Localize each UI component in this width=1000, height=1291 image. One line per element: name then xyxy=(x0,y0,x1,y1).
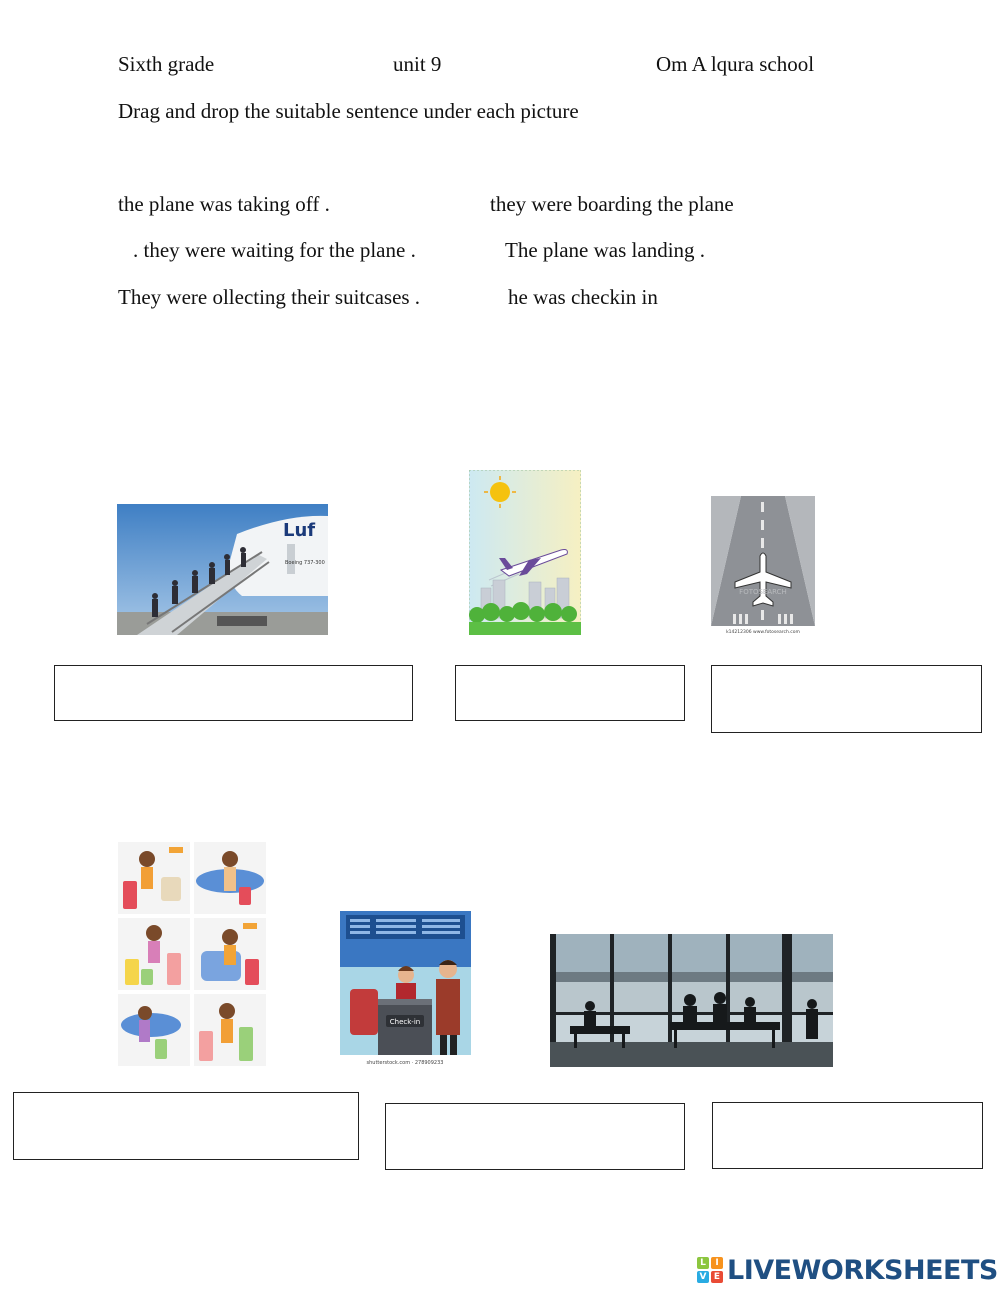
takeoff-picture xyxy=(469,470,581,635)
sentence-taking-off[interactable]: the plane was taking off . xyxy=(118,192,330,216)
logo-letter-e: E xyxy=(711,1271,723,1283)
landing-picture xyxy=(711,496,815,635)
sentence-boarding[interactable]: they were boarding the plane xyxy=(490,192,734,216)
answer-box-collecting[interactable] xyxy=(13,1092,359,1160)
fotosearch-watermark: FOTOSEARCH xyxy=(739,588,787,596)
logo-letter-l: L xyxy=(697,1257,709,1269)
answer-box-checking-in[interactable] xyxy=(385,1103,685,1170)
logo-letter-v: V xyxy=(697,1271,709,1283)
school-label: Om A lqura school xyxy=(656,52,815,76)
sentence-collecting[interactable]: They were ollecting their suitcases . xyxy=(118,285,421,309)
grade-label: Sixth grade xyxy=(118,52,215,76)
sentence-checking-in[interactable]: he was checkin in xyxy=(508,285,658,309)
sentence-waiting[interactable]: . they were waiting for the plane . xyxy=(133,238,416,262)
answer-box-waiting[interactable] xyxy=(712,1102,983,1169)
checkin-sign-text: Check-in xyxy=(389,1018,421,1026)
unit-label: unit 9 xyxy=(393,52,442,76)
airline-logo-text: Luf xyxy=(283,520,316,541)
answer-box-landing[interactable] xyxy=(711,665,982,733)
logo-mark-icon xyxy=(697,1257,723,1283)
aircraft-model-text: Boeing 737-300 xyxy=(285,560,325,566)
answer-box-takeoff[interactable] xyxy=(455,665,685,721)
logo-text: LIVEWORKSHEETS xyxy=(727,1254,998,1286)
checkin-credit-text: shutterstock.com · 278909233 xyxy=(366,1060,444,1066)
waiting-picture xyxy=(550,934,833,1067)
boarding-picture xyxy=(117,504,328,635)
liveworksheets-logo xyxy=(697,1254,998,1286)
logo-letter-i: I xyxy=(711,1257,723,1269)
sentence-landing[interactable]: The plane was landing . xyxy=(505,238,706,262)
checkin-picture xyxy=(340,911,471,1067)
answer-box-boarding[interactable] xyxy=(54,665,413,721)
runway-credit-text: k14212306 www.fotosearch.com xyxy=(726,630,800,635)
collecting-suitcases-picture xyxy=(117,841,267,1067)
instruction-text: Drag and drop the suitable sentence under each picture xyxy=(118,99,579,123)
